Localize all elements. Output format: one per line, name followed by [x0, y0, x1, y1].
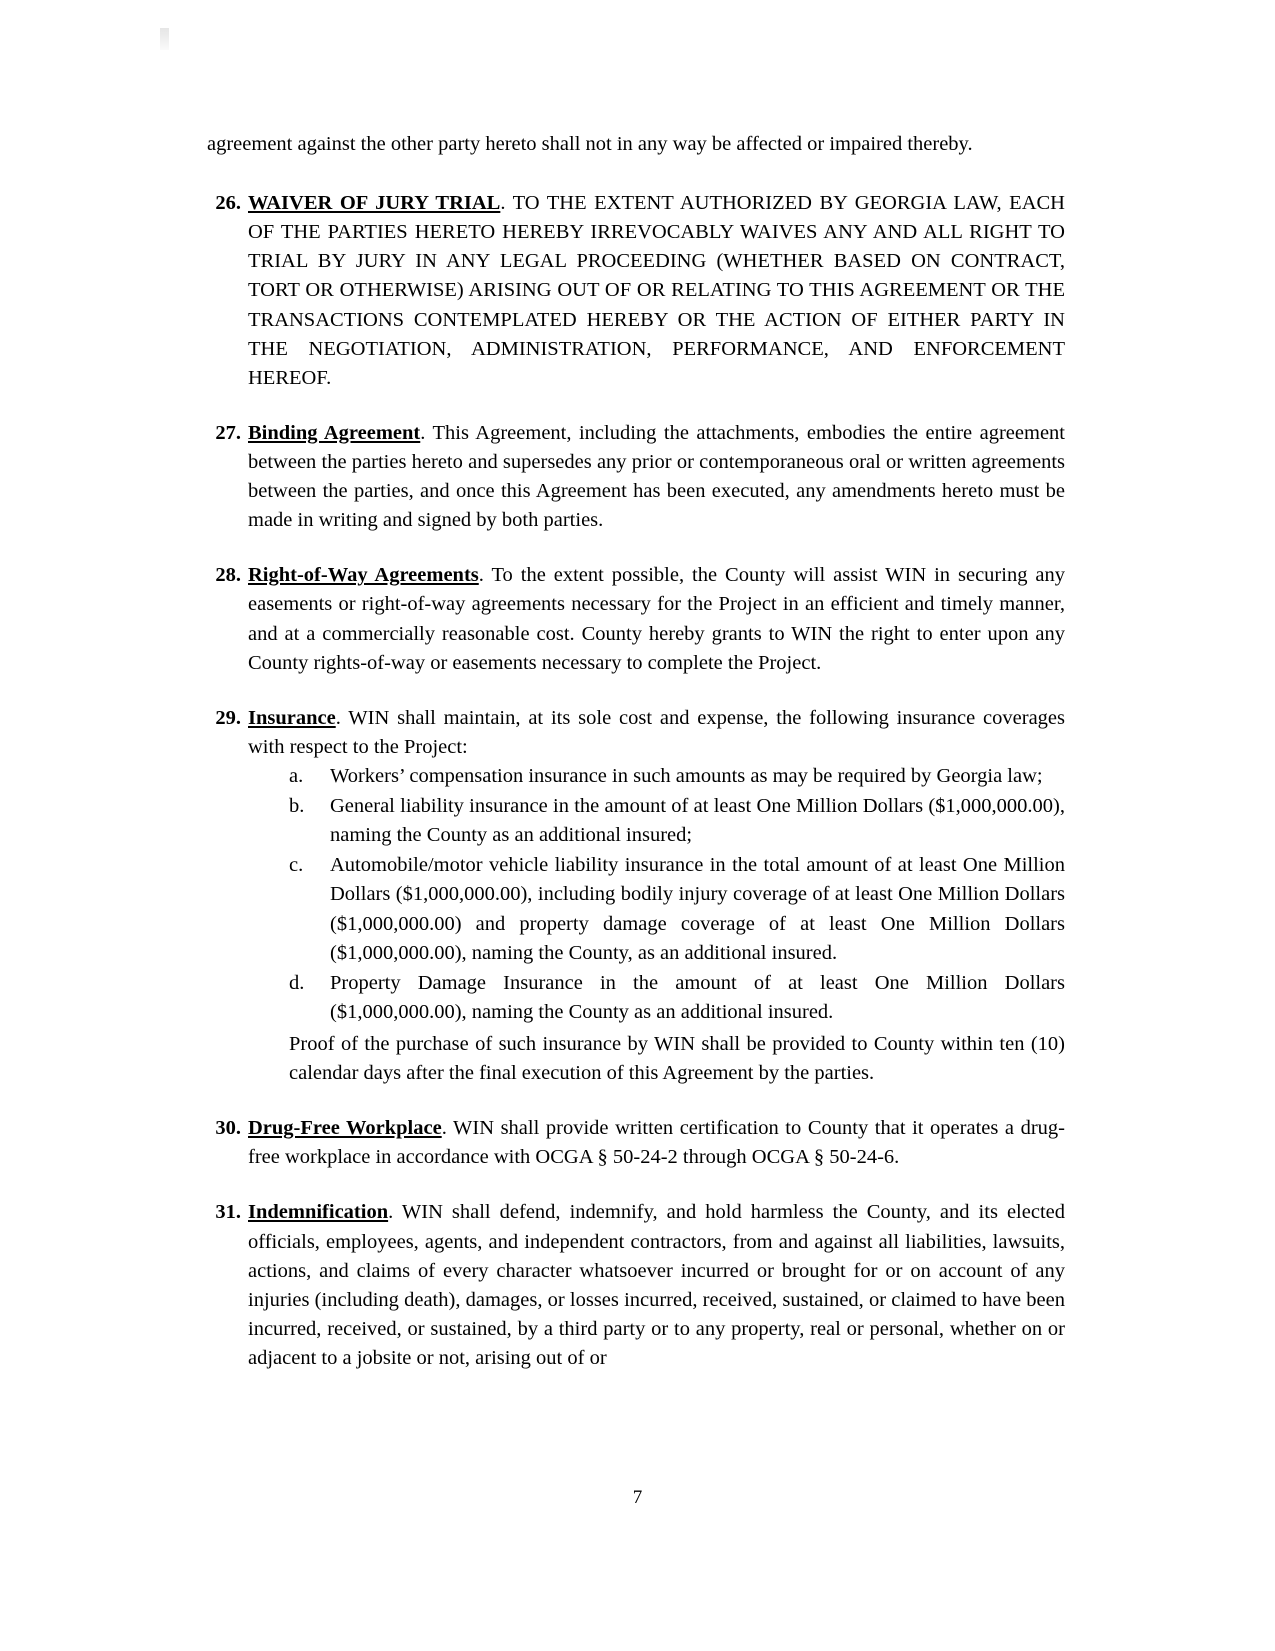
- section-29: [207, 704, 1065, 1088]
- section-26-heading-suffix: .: [500, 192, 506, 215]
- section-27-body: This Agreement, including the attachments, embodies the entire agreement between the parties hereto and supersedes any prior or contemporaneous oral or written agreements between the parties, and once this Agreement has been executed, any amendments hereto must be made in writing and signed by both parties.: [248, 421, 1065, 532]
- list-item-marker: c.: [289, 854, 304, 877]
- lead-paragraph: agreement against the other party hereto shall not in any way be affected or impaired thereby.: [207, 133, 973, 155]
- section-26-body: TO THE EXTENT AUTHORIZED BY GEORGIA LAW, EACH OF THE PARTIES HERETO HEREBY IRREVOCABLY WAIVES ANY AND ALL RIGHT TO TRIAL BY JURY IN ANY LEGAL PROCEEDING (WHETHER BASED ON CONTRACT, TORT OR OTHERWISE) ARISING OUT OF OR RELATING TO THIS AGREEMENT OR THE TRANSACTIONS CONTEMPLATED HEREBY OR THE ACTION OF EITHER PARTY IN THE NEGOTIATION, ADMINISTRATION, PERFORMANCE, AND ENFORCEMENT HEREOF.: [248, 192, 1065, 389]
- insurance-coverage-list: [248, 762, 1065, 1027]
- section-29-heading-suffix: .: [335, 706, 341, 729]
- section-28-body: To the extent possible, the County will assist WIN in securing any easements or right-of-way agreements necessary for the Project in an efficient and timely manner, and at a commercially reasonable cost. County hereby grants to WIN the right to enter upon any County rights-of-way or easements necessary to complete the Project.: [248, 564, 1065, 674]
- section-28-heading-suffix: .: [478, 564, 484, 587]
- section-30: [207, 1114, 1065, 1172]
- section-31: [207, 1198, 1065, 1373]
- list-item: [289, 792, 1065, 850]
- list-item-text: Automobile/motor vehicle liability insurance in the total amount of at least One Million Dollars ($1,000,000.00), including bodily injury coverage of at least One Million Dollars ($1,000,000.00) and property damage coverage of at least One Million Dollars ($1,000,000.00), naming the County, as an additional insured.: [330, 854, 1065, 964]
- section-30-heading: Drug-Free Workplace: [248, 1117, 442, 1140]
- section-28-heading: Right-of-Way Agreements: [248, 564, 479, 587]
- scan-artifact-mark: [160, 28, 169, 50]
- section-31-heading-suffix: .: [388, 1201, 394, 1224]
- list-item-marker: d.: [289, 971, 305, 994]
- section-31-heading: Indemnification: [248, 1201, 389, 1224]
- section-27-number: 27.: [215, 421, 241, 444]
- section-30-body: WIN shall provide written certification to County that it operates a drug-free workplace in accordance with OCGA § 50-24-2 through OCGA § 50-24-6.: [248, 1117, 1065, 1169]
- page-number: 7: [632, 1487, 643, 1508]
- document-body: [207, 130, 1065, 1399]
- section-27-heading-suffix: .: [420, 421, 426, 444]
- section-29-body: WIN shall maintain, at its sole cost and expense, the following insurance coverages with respect to the Project:: [248, 706, 1065, 758]
- list-item-marker: b.: [289, 795, 305, 818]
- list-item: [289, 762, 1065, 791]
- section-30-number: 30.: [215, 1117, 241, 1140]
- section-26-heading: WAIVER OF JURY TRIAL: [248, 192, 501, 215]
- section-30-heading-suffix: .: [441, 1117, 447, 1140]
- section-28: [207, 561, 1065, 677]
- section-29-closing: Proof of the purchase of such insurance by WIN shall be provided to County within ten (10) calendar days after the final execution of this Agreement by the parties.: [289, 1032, 1065, 1085]
- section-27: [207, 419, 1065, 535]
- list-item: [289, 851, 1065, 967]
- section-27-heading: Binding Agreement: [248, 421, 421, 444]
- list-item-text: General liability insurance in the amount of at least One Million Dollars ($1,000,000.00), naming the County as an additional insured;: [330, 795, 1065, 847]
- list-item-text: Property Damage Insurance in the amount of at least One Million Dollars ($1,000,000.00), naming the County as an additional insured.: [330, 971, 1065, 1023]
- list-item-marker: a.: [289, 764, 304, 787]
- section-28-number: 28.: [215, 564, 241, 587]
- list-item-text: Workers’ compensation insurance in such amounts as may be required by Georgia law;: [330, 764, 1043, 787]
- section-26: [207, 189, 1065, 393]
- section-31-number: 31.: [215, 1201, 241, 1224]
- section-29-heading: Insurance: [248, 706, 336, 729]
- section-31-body: WIN shall defend, indemnify, and hold harmless the County, and its elected officials, employees, agents, and independent contractors, from and against all liabilities, lawsuits, actions, and claims of every character whatsoever incurred or brought for or on account of any injuries (including death), damages, or losses incurred, received, sustained, or claimed to have been incurred, received, or sustained, by a third party or to any property, real or personal, whether on or adjacent to a jobsite or not, arising out of or: [248, 1201, 1065, 1369]
- section-26-number: 26.: [215, 192, 241, 215]
- section-29-number: 29.: [215, 706, 241, 729]
- list-item: [289, 969, 1065, 1027]
